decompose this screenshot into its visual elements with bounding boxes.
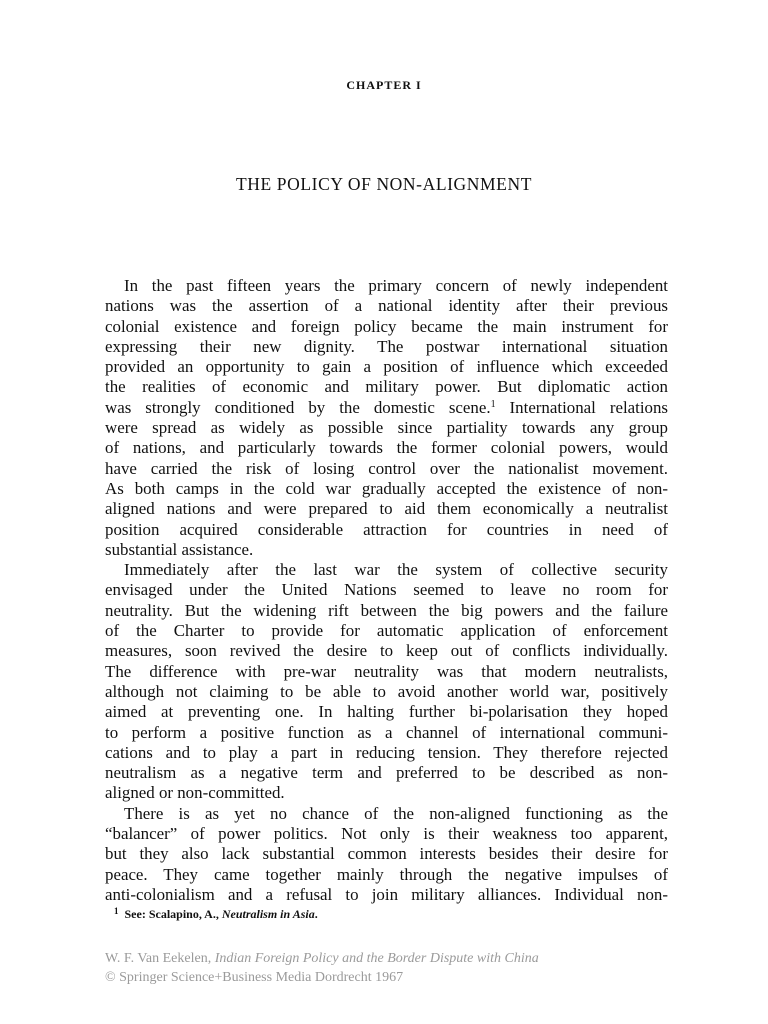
- body-line: colonial existence and foreign policy became the main instrument for: [105, 316, 668, 336]
- body-line: [105, 398, 668, 418]
- body-line: neutralism as a negative term and preferred to be described as non-: [105, 763, 668, 783]
- body-line: the realities of economic and military power. But diplomatic action: [105, 377, 668, 397]
- body-line: have carried the risk of losing control over the nationalist movement.: [105, 458, 668, 478]
- body-line: of nations, and particularly towards the former colonial powers, would: [105, 438, 668, 458]
- footnote-work: Neutralism in Asia: [221, 907, 315, 921]
- body-line: measures, soon revived the desire to keep out of conflicts individually.: [105, 641, 668, 661]
- citation-book: Indian Foreign Policy and the Border Dispute with China: [214, 951, 539, 966]
- footnote-suffix: .: [314, 907, 318, 921]
- body-line: aligned nations and were prepared to aid them economically a neutralist: [105, 499, 668, 519]
- body-line: The difference with pre-war neutrality was that modern neutralists,: [105, 661, 668, 681]
- footnote-prefix: See: Scalapino, A.,: [124, 907, 222, 921]
- body-line: anti-colonialism and a refusal to join military alliances. Individual non-: [105, 884, 668, 904]
- citation-line: [105, 951, 539, 967]
- body-line: position acquired considerable attraction for countries in need of: [105, 519, 668, 539]
- body-line: nations was the assertion of a national identity after their previous: [105, 296, 668, 316]
- body-line: cations and to play a part in reducing tension. They therefore rejected: [105, 742, 668, 762]
- citation-author: W. F. Van Eekelen,: [105, 951, 215, 966]
- body-line: were spread as widely as possible since partiality towards any group: [105, 418, 668, 438]
- body-line: of the Charter to provide for automatic application of enforcement: [105, 621, 668, 641]
- body-line: provided an opportunity to gain a position of influence which exceeded: [105, 357, 668, 377]
- body-line: As both camps in the cold war gradually accepted the existence of non-: [105, 478, 668, 498]
- body-line: aimed at preventing one. In halting further bi-polarisation they hoped: [105, 702, 668, 722]
- body-line-part: was strongly conditioned by the domestic scene.: [105, 397, 491, 417]
- body-line-part: International relations: [495, 397, 668, 417]
- body-line: There is as yet no chance of the non-aligned functioning as the: [124, 803, 668, 823]
- body-line: expressing their new dignity. The postwar international situation: [105, 336, 668, 356]
- chapter-label: CHAPTER I: [346, 78, 422, 92]
- footnote: [114, 906, 318, 922]
- body-line: “balancer” of power politics. Not only is their weakness too apparent,: [105, 824, 668, 844]
- body-line: peace. They came together mainly through the negative impulses of: [105, 864, 668, 884]
- body-line: to perform a positive function as a channel of international communi-: [105, 722, 668, 742]
- body-line: but they also lack substantial common interests besides their desire for: [105, 844, 668, 864]
- body-line: although not claiming to be able to avoid another world war, positively: [105, 681, 668, 701]
- copyright-line: © Springer Science+Business Media Dordrecht 1967: [105, 970, 404, 985]
- body-line: substantial assistance.: [105, 539, 254, 559]
- body-line: Immediately after the last war the system of collective security: [124, 560, 668, 580]
- body-line: In the past fifteen years the primary concern of newly independent: [124, 276, 668, 295]
- footnote-mark: 1: [114, 906, 119, 916]
- body-line: aligned or non-committed.: [105, 783, 285, 803]
- footnote-reference: 1: [490, 398, 496, 410]
- body-text: [105, 276, 668, 905]
- body-line: neutrality. But the widening rift between the big powers and the failure: [105, 600, 668, 620]
- body-line: envisaged under the United Nations seemed to leave no room for: [105, 580, 668, 600]
- chapter-title: THE POLICY OF NON-ALIGNMENT: [235, 174, 532, 194]
